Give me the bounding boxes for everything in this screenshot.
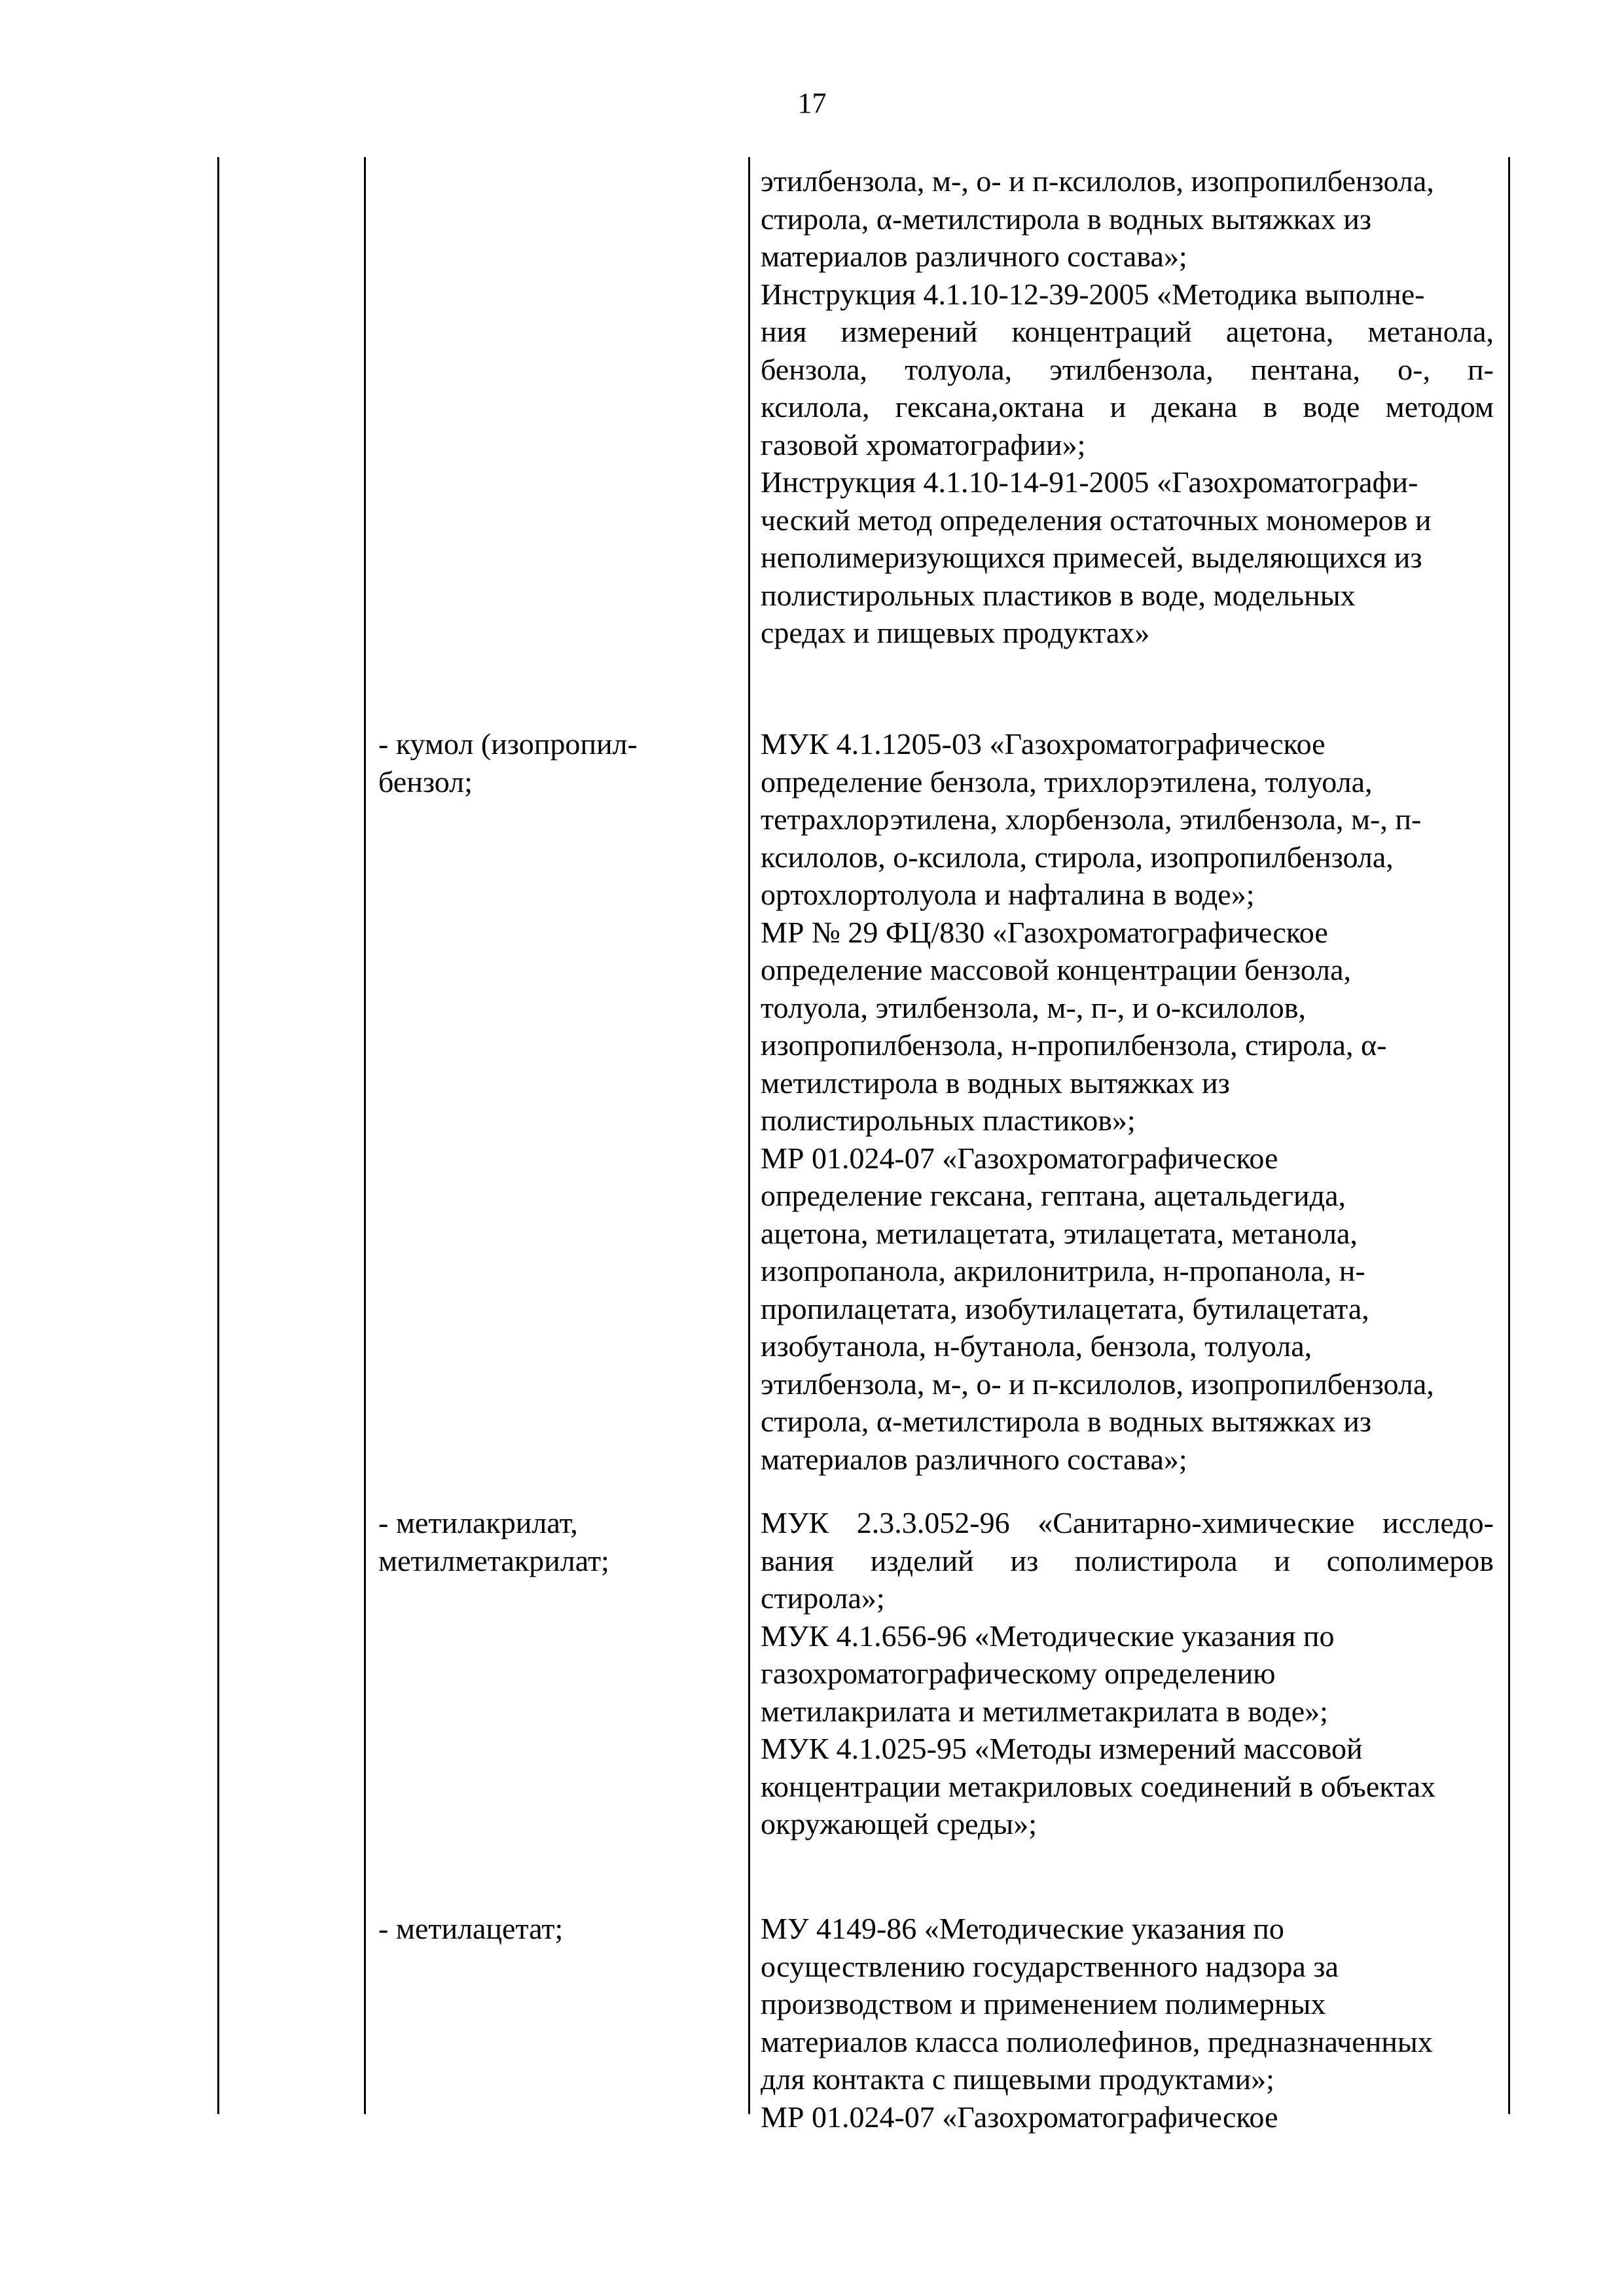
method-line: метилстирола в водных вытяжках из xyxy=(761,1066,1230,1100)
method-line: МУК 2.3.3.052-96 «Санитарно-химические исследо- xyxy=(761,1506,1494,1539)
method-line: этилбензола, м-, о- и п-ксилолов, изопропилбензола, xyxy=(761,164,1434,198)
method-line: МУ 4149-86 «Методические указания по xyxy=(761,1912,1284,1945)
substance-cell-row-3 xyxy=(378,1504,732,1579)
substance-line: - метилакрилат, xyxy=(378,1506,578,1539)
substance-line: метилметакрилат; xyxy=(378,1543,609,1577)
method-line: МР 01.024-07 «Газохроматографическое xyxy=(761,2100,1278,2134)
method-line: ческий метод определения остаточных мономеров и xyxy=(761,503,1432,537)
method-line: газовой хроматографии»; xyxy=(761,427,1086,461)
method-line: ксилола, гексана,октана и декана в воде методом xyxy=(761,390,1494,423)
method-line: материалов различного состава»; xyxy=(761,1442,1187,1476)
method-line: определение гексана, гептана, ацетальдегида, xyxy=(761,1179,1346,1212)
method-line: стирола, α-метилстирола в водных вытяжках из xyxy=(761,202,1372,236)
method-line: изопропанола, акрилонитрила, н-пропанола, н- xyxy=(761,1254,1365,1287)
page-number: 17 xyxy=(797,87,827,119)
method-line: определение бензола, трихлорэтилена, толуола, xyxy=(761,764,1373,798)
method-line: концентрации метакриловых соединений в объектах xyxy=(761,1769,1436,1803)
methods-cell-row-2 xyxy=(761,725,1494,1478)
method-line: этилбензола, м-, о- и п-ксилолов, изопропилбензола, xyxy=(761,1367,1434,1401)
substance-line: бензол; xyxy=(378,764,473,798)
method-line: толуола, этилбензола, м-, п-, и о-ксилолов, xyxy=(761,990,1306,1024)
method-line: МР № 29 ФЦ/830 «Газохроматографическое xyxy=(761,915,1328,949)
method-line: окружающей среды»; xyxy=(761,1807,1037,1840)
method-line: МУК 4.1.025-95 «Методы измерений массовой xyxy=(761,1732,1363,1765)
method-line: для контакта с пищевыми продуктами»; xyxy=(761,2062,1274,2096)
method-line: вания изделий из полистирола и сополимеров xyxy=(761,1543,1494,1577)
substance-cell-row-2 xyxy=(378,725,732,800)
method-line: МР 01.024-07 «Газохроматографическое xyxy=(761,1141,1278,1175)
methods-cell-row-4 xyxy=(761,1910,1494,2136)
method-line: ния измерений концентраций ацетона, метанола, xyxy=(761,315,1494,348)
table-border-right xyxy=(1508,157,1510,2114)
method-line: неполимеризующихся примесей, выделяющихся из xyxy=(761,541,1422,574)
method-line: бензола, толуола, этилбензола, пентана, о-, п- xyxy=(761,352,1494,386)
method-line: Инструкция 4.1.10-14-91-2005 «Газохроматографи- xyxy=(761,465,1418,499)
method-line: МУК 4.1.1205-03 «Газохроматографическое xyxy=(761,727,1326,761)
method-line: производством и применением полимерных xyxy=(761,1987,1326,2020)
table-border-col2 xyxy=(364,157,366,2114)
method-line: ацетона, метилацетата, этилацетата, метанола, xyxy=(761,1216,1358,1250)
method-line: МУК 4.1.656-96 «Методические указания по xyxy=(761,1619,1335,1653)
method-line: материалов класса полиолефинов, предназначенных xyxy=(761,2024,1433,2058)
method-line: тетрахлорэтилена, хлорбензола, этилбензола, м-, п- xyxy=(761,802,1422,836)
substance-cell-row-4 xyxy=(378,1910,732,1948)
methods-cell-row-3 xyxy=(761,1504,1494,1843)
method-line: пропилацетата, изобутилацетата, бутилацетата, xyxy=(761,1291,1369,1325)
method-line: полистирольных пластиков в воде, модельных xyxy=(761,578,1356,612)
method-line: ортохлортолуола и нафталина в воде»; xyxy=(761,878,1255,911)
table-border-left xyxy=(217,157,219,2114)
method-line: определение массовой концентрации бензола, xyxy=(761,953,1352,986)
method-line: ксилолов, о-ксилола, стирола, изопропилбензола, xyxy=(761,840,1394,874)
method-line: материалов различного состава»; xyxy=(761,240,1187,273)
method-line: газохроматографическому определению xyxy=(761,1657,1276,1690)
substance-line: - кумол (изопропил- xyxy=(378,727,638,761)
methods-cell-row-1 xyxy=(761,162,1494,652)
method-line: осуществлению государственного надзора за xyxy=(761,1949,1339,1983)
method-line: изопропилбензола, н-пропилбензола, стирола, α- xyxy=(761,1028,1387,1062)
substance-line: - метилацетат; xyxy=(378,1912,564,1945)
method-line: изобутанола, н-бутанола, бензола, толуола, xyxy=(761,1329,1312,1363)
method-line: стирола, α-метилстирола в водных вытяжках из xyxy=(761,1405,1372,1438)
method-line: Инструкция 4.1.10-12-39-2005 «Методика выполне- xyxy=(761,277,1425,311)
method-line: полистирольных пластиков»; xyxy=(761,1103,1136,1137)
method-line: средах и пищевых продуктах» xyxy=(761,616,1150,649)
method-line: метилакрилата и метилметакрилата в воде»; xyxy=(761,1694,1328,1728)
table-border-col3 xyxy=(748,157,750,2114)
method-line: стирола»; xyxy=(761,1581,885,1615)
